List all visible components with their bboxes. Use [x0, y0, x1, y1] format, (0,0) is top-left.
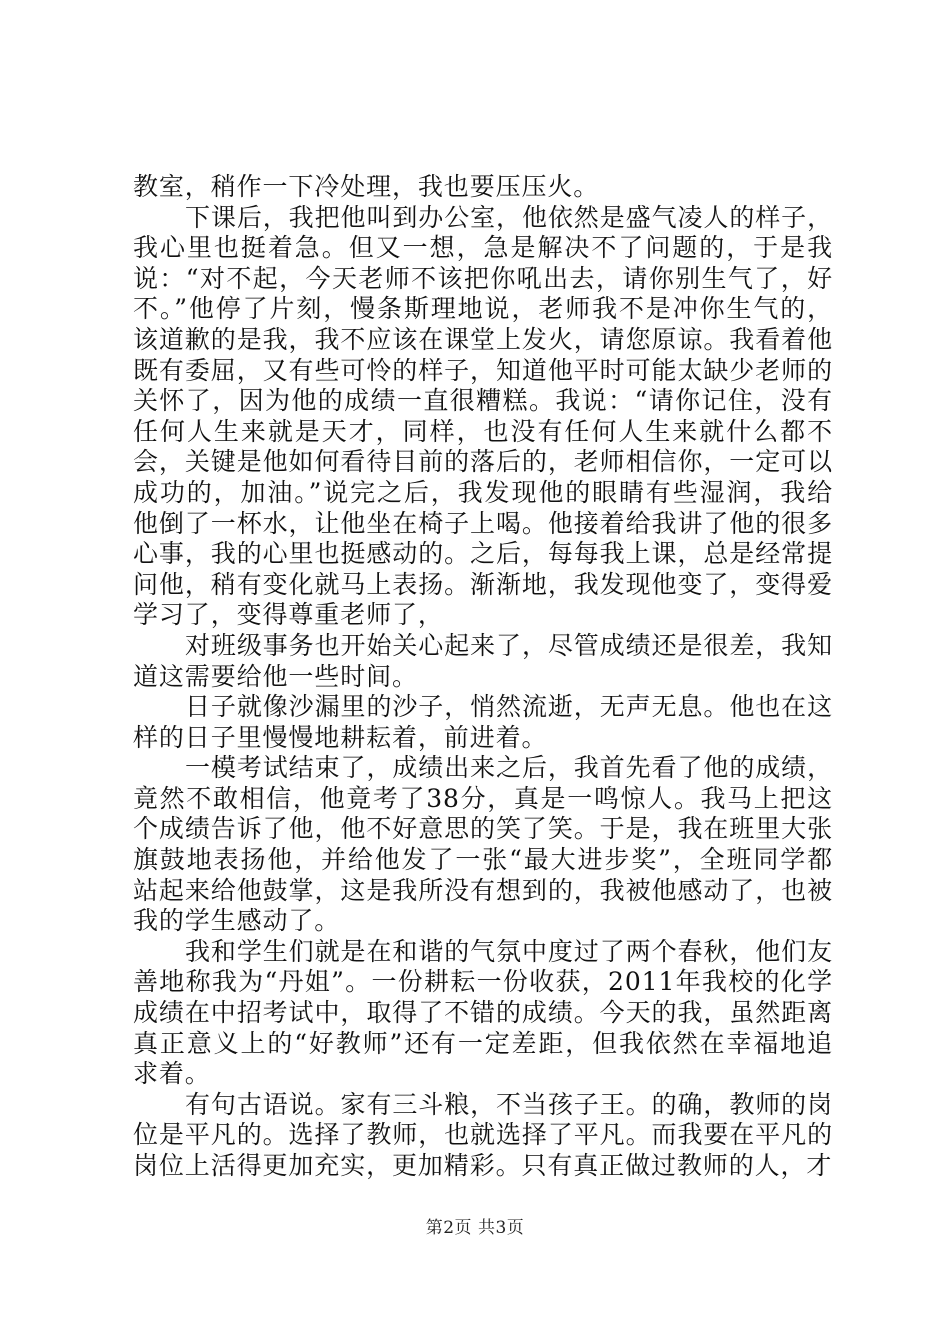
paragraph-5: 一模考试结束了，成绩出来之后，我首先看了他的成绩，竟然不敢相信，他竟考了38分，真是一鸣惊人。我马上把这个成绩告诉了他，他不好意思的笑了笑。于是，我在班里大张旗鼓地表扬他，并给他发了一张“最大进步奖”，全班同学都站起来给他鼓掌，这是我所没有想到的，我被他感动了，也被我的学生感动了。: [133, 753, 833, 936]
body-text: [133, 172, 833, 1182]
page-footer: 第2页 共3页: [425, 1218, 525, 1238]
paragraph-4: 日子就像沙漏里的沙子，悄然流逝，无声无息。他也在这样的日子里慢慢地耕耘着，前进着。: [133, 692, 833, 752]
paragraph-1: 教室，稍作一下冷处理，我也要压压火。: [133, 172, 600, 201]
paragraph-7: 有句古语说。家有三斗粮，不当孩子王。的确，教师的岗位是平凡的。选择了教师，也就选择了平凡。而我要在平凡的岗位上活得更加充实，更加精彩。只有真正做过教师的人，才: [133, 1089, 833, 1180]
paragraph-3: 对班级事务也开始关心起来了，尽管成绩还是很差，我知道这需要给他一些时间。: [133, 630, 833, 691]
paragraph-2: 下课后，我把他叫到办公室，他依然是盛气凌人的样子，我心里也挺着急。但又一想，急是解决不了问题的，于是我说：“对不起，今天老师不该把你吼出去，请你别生气了，好不。”他停了片刻，慢条斯理地说，老师我不是冲你生气的，该道歉的是我，我不应该在课堂上发火，请您原谅。我看着他既有委屈，又有些可怜的样子，知道他平时可能太缺少老师的关怀了，因为他的成绩一直很糟糕。我说：“请你记住，没有任何人生来就是天才，同样，也没有任何人生来就什么都不会，关键是他如何看待目前的落后的，老师相信你，一定可以成功的，加油。”说完之后，我发现他的眼睛有些湿润，我给他倒了一杯水，让他坐在椅子上喝。他接着给我讲了他的很多心事，我的心里也挺感动的。之后，每每我上课，总是经常提问他，稍有变化就马上表扬。渐渐地，我发现他变了，变得爱学习了，变得尊重老师了，: [133, 202, 833, 630]
paragraph-6: 我和学生们就是在和谐的气氛中度过了两个春秋，他们友善地称我为“丹姐”。一份耕耘一份收获，2011年我校的化学成绩在中招考试中，取得了不错的成绩。今天的我，虽然距离真正意义上的“好教师”还有一定差距，但我依然在幸福地追求着。: [133, 936, 833, 1089]
